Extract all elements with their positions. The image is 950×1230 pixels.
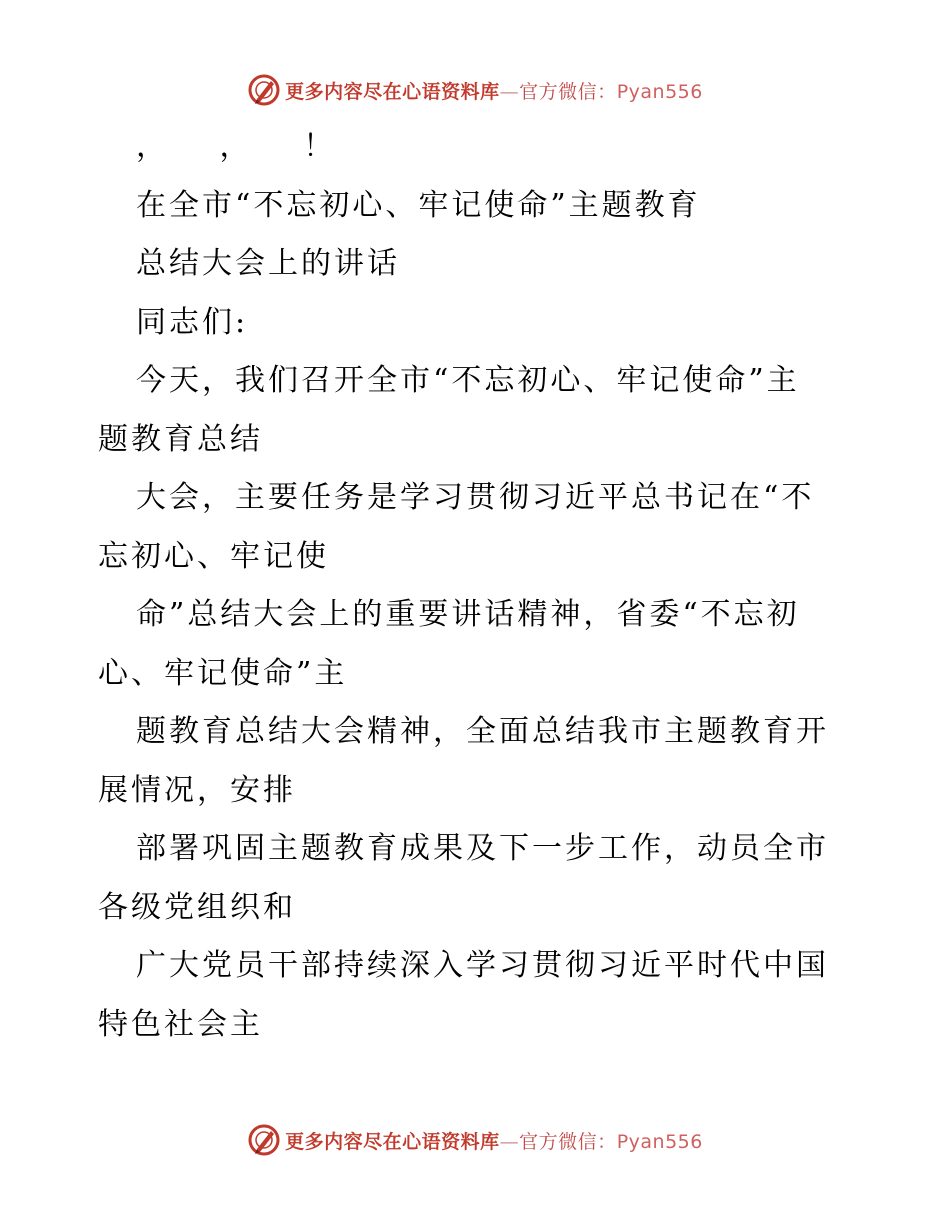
text-line: 忘初心、牢记使 <box>98 538 329 574</box>
watermark-brand: 更多内容尽在心语资料库 <box>285 80 500 103</box>
punctuation-line: ， ， ！ <box>136 129 356 164</box>
watermark-text <box>285 77 703 104</box>
pen-logo-icon <box>247 73 281 107</box>
text-line: 特色社会主 <box>98 1006 263 1042</box>
watermark-id: Pyan556 <box>616 1130 703 1153</box>
watermark-label: 官方微信： <box>519 80 617 103</box>
text-line: 总结大会上的讲话 <box>136 246 400 281</box>
text-line: 广大党员干部持续深入学习贯彻习近平时代中国 <box>136 948 829 983</box>
footer-watermark <box>0 1122 950 1158</box>
watermark-separator: — <box>499 1130 520 1153</box>
header-watermark <box>0 72 950 108</box>
watermark-brand: 更多内容尽在心语资料库 <box>285 1130 500 1153</box>
watermark-label: 官方微信： <box>519 1130 617 1153</box>
text-line: 题教育总结大会精神，全面总结我市主题教育开 <box>136 714 829 749</box>
text-line: 题教育总结 <box>98 421 263 457</box>
watermark-text <box>285 1127 703 1154</box>
text-line: 部署巩固主题教育成果及下一步工作，动员全市 <box>136 831 829 866</box>
text-line: 心、牢记使命”主 <box>98 655 348 691</box>
watermark-id: Pyan556 <box>616 80 703 103</box>
pen-logo-icon <box>247 1123 281 1157</box>
text-line: 大会，主要任务是学习贯彻习近平总书记在“不 <box>136 480 815 515</box>
text-line: 各级党组织和 <box>98 889 296 925</box>
document-body <box>98 118 858 1054</box>
text-line: 同志们: <box>136 304 249 340</box>
watermark-separator: — <box>499 80 520 103</box>
text-line: 今天，我们召开全市“不忘初心、牢记使命”主 <box>136 363 800 398</box>
text-line: 命”总结大会上的重要讲话精神，省委“不忘初 <box>136 597 800 632</box>
text-line: 在全市“不忘初心、牢记使命”主题教育 <box>136 187 701 223</box>
text-line: 展情况，安排 <box>98 772 296 808</box>
